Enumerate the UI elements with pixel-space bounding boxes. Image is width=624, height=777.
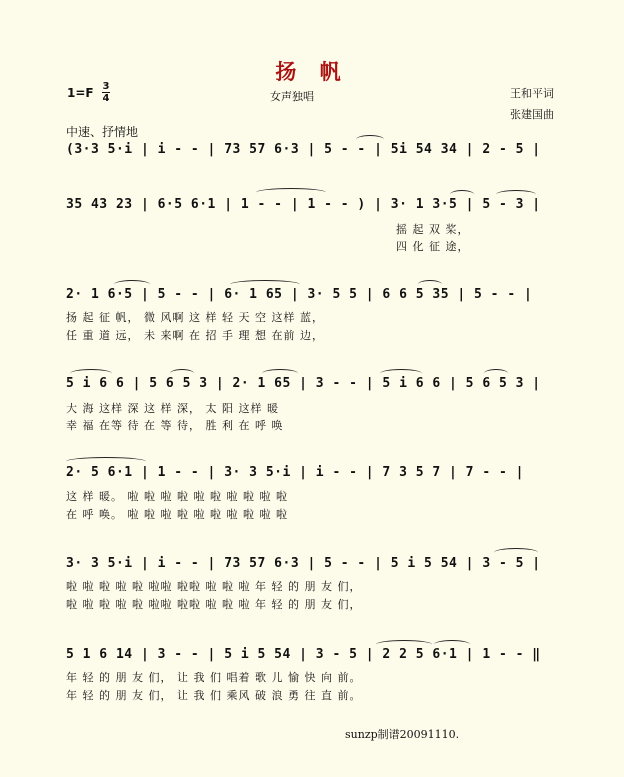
slur-mark	[496, 190, 536, 199]
notation-system-1	[66, 142, 556, 170]
notation-line: 2· 1 6·5 | 5 - - | 6· 1 65 | 3· 5 5 | 6 6 5 35 | 5 - - |	[66, 287, 533, 302]
slur-mark	[376, 640, 432, 649]
lyric-verse-1: 这 样 暖。 啦 啦 啦 啦 啦 啦 啦 啦 啦 啦	[66, 490, 288, 503]
song-title: 扬 帆	[275, 60, 349, 84]
lyric-verse-1: 啦 啦 啦 啦 啦 啦啦 啦啦 啦 啦 啦 年 轻 的 朋 友 们，	[66, 580, 362, 593]
slur-mark	[262, 369, 298, 378]
lyric-verse-1: 扬 起 征 帆， 微 风啊 这 样 轻 天 空 这样 蓝，	[66, 311, 324, 324]
slur-mark	[450, 190, 474, 199]
slur-mark	[484, 369, 508, 378]
lyric-verse-2: 啦 啦 啦 啦 啦 啦啦 啦啦 啦 啦 啦 年 轻 的 朋 友 们，	[66, 598, 362, 611]
performance-note: 女声独唱	[270, 90, 314, 103]
slur-mark	[356, 135, 384, 144]
lyric-verse-2: 年 轻 的 朋 友 们， 让 我 们 乘风 破 浪 勇 往 直 前。	[66, 689, 362, 702]
tie-mark	[256, 188, 326, 197]
notation-line: 5 1 6 14 | 3 - - | 5 i 5 54 | 3 - 5 | 2 2 5 6·1 | 1 - - ‖	[66, 647, 541, 662]
lyric-verse-2: 四 化 征 途，	[396, 240, 470, 253]
notation-line: 2· 5 6·1 | 1 - - | 3· 3 5·i | i - - | 7 3 5 7 | 7 - - |	[66, 465, 524, 480]
lyric-verse-2: 任 重 道 远， 未 来啊 在 招 手 理 想 在前 边，	[66, 329, 324, 342]
notation-system-2	[66, 197, 556, 225]
notation-line: 3· 3 5·i | i - - | 73 57 6·3 | 5 - - | 5 i 5 54 | 3 - 5 |	[66, 556, 541, 571]
meter-top: 3	[102, 81, 110, 92]
slur-mark	[170, 369, 194, 378]
time-signature	[102, 82, 110, 103]
key-signature: 1=F	[67, 86, 94, 100]
lyric-verse-2: 幸 福 在等 待 在 等 待， 胜 利 在 呼 唤	[66, 419, 284, 432]
lyric-verse-1: 摇 起 双 桨，	[396, 223, 470, 236]
slur-mark	[418, 280, 442, 289]
meter-bottom: 4	[102, 93, 110, 104]
lyric-verse-1: 年 轻 的 朋 友 们， 让 我 们 唱着 歌 儿 愉 快 向 前。	[66, 671, 362, 684]
tie-mark	[66, 457, 146, 466]
notation-line: (3·3 5·i | i - - | 73 57 6·3 | 5 - - | 5i 54 34 | 2 - 5 |	[66, 142, 541, 157]
composer: 张建国曲	[510, 108, 554, 121]
slur-mark	[230, 280, 300, 289]
lyricist: 王和平词	[510, 87, 554, 100]
lyric-verse-2: 在 呼 唤。 啦 啦 啦 啦 啦 啦 啦 啦 啦 啦	[66, 508, 288, 521]
slur-mark	[114, 280, 150, 289]
notation-line: 5 i 6 6 | 5 6 5 3 | 2· 1 65 | 3 - - | 5 i 6 6 | 5 6 5 3 |	[66, 376, 541, 391]
notation-line: 35 43 23 | 6·5 6·1 | 1 - - | 1 - - ) | 3· 1 3·5 | 5 - 3 |	[66, 197, 541, 212]
slur-mark	[434, 640, 470, 649]
slur-mark	[70, 369, 112, 378]
lyric-verse-1: 大 海 这样 深 这 样 深， 太 阳 这样 暖	[66, 402, 279, 415]
transcriber-credit: sunzp制谱20091110.	[345, 728, 460, 741]
slur-mark	[380, 369, 422, 378]
slur-mark	[494, 548, 538, 557]
tempo-marking: 中速、抒情地	[66, 125, 139, 139]
